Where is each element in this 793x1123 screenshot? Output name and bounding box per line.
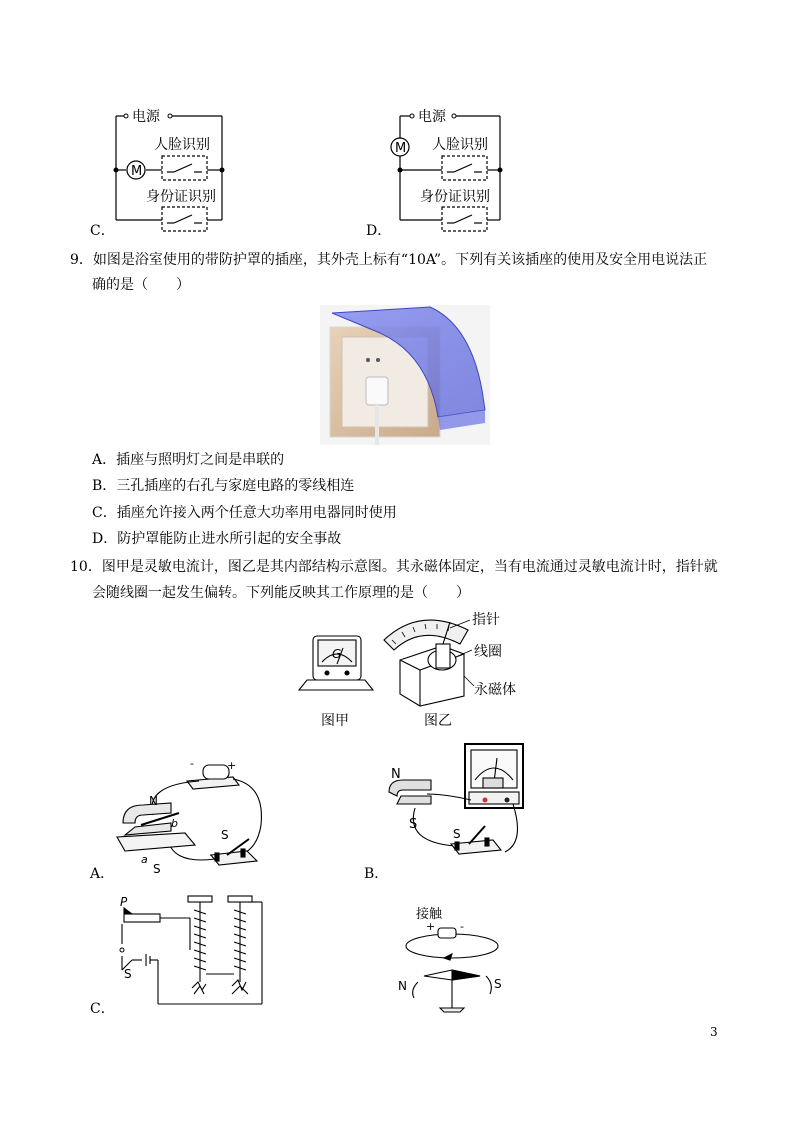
q10-option-b-label: B． [364,866,389,882]
galvanometer-figure [295,628,385,708]
q10-option-d-figure [390,900,520,1015]
a-b-label: b [171,817,178,830]
socket-with-cover-photo [320,305,490,445]
q8c-face-label: 人脸识别 [154,137,210,153]
q10-stem-line2: 会随线圈一起发生偏转。下列能反映其工作原理的是（ ） [92,585,470,601]
d-n-label: N [398,979,407,993]
c-s-label: S [124,967,132,981]
q8c-power-label: 电源 [132,109,160,125]
q9-option-a: A．插座与照明灯之间是串联的 [92,452,285,468]
q9-stem-line1: 9．如图是浴室使用的带防护罩的插座，其外壳上标有“10A”。下列有关该插座的使用及安全用电说法正 [70,252,708,268]
d-plus: + [426,920,436,933]
page-number: 3 [710,1025,718,1039]
a-s-switch-label: S [221,828,229,842]
q8-option-c-label: C． [90,223,115,239]
q8d-id-label: 身份证识别 [420,189,490,205]
q8c-motor-label: M [131,164,143,179]
q9-option-d: D．防护罩能防止进水所引起的安全事故 [92,531,342,547]
q8d-motor-label: M [395,141,407,156]
q9-option-c: C．插座允许接入两个任意大功率用电器同时使用 [92,505,397,521]
q8-option-d-label: D． [366,223,392,239]
q8d-power-label: 电源 [418,109,446,125]
d-minus: - [460,920,464,933]
a-minus: - [190,757,194,770]
q10-option-c-figure [110,890,270,1015]
q10-stem-line1: 10．图甲是灵敏电流计，图乙是其内部结构示意图。其永磁体固定，当有电流通过灵敏电流计时，指针就 [70,559,718,575]
a-plus: + [227,759,237,772]
b-n-label: N [391,767,401,782]
q8c-id-label: 身份证识别 [146,189,216,205]
d-s-label: S [494,977,502,991]
d-contact-label: 接触 [416,907,443,922]
pointer-label: 指针 [472,612,500,628]
galvanometer-letter: G [332,647,342,661]
b-s-switch-label: S [453,827,461,841]
q8-circuit-d [390,106,530,226]
q8d-face-label: 人脸识别 [432,137,488,153]
c-p-label: P [120,895,128,909]
a-s-magnet-label: S [153,862,161,876]
b-s-magnet-label: S [409,817,418,832]
q10-option-b-figure [385,742,535,877]
q9-option-b: B．三孔插座的右孔与家庭电路的零线相连 [92,478,355,494]
coil-label: 线圈 [474,644,502,660]
magnet-label: 永磁体 [474,682,516,698]
galvanometer-internal-figure [380,610,530,710]
a-a-label: a [141,853,148,866]
q8-circuit-c [112,106,252,226]
fig-jia-caption: 图甲 [321,713,349,729]
a-n-label: N [149,794,158,808]
q10-option-a-label: A． [90,866,115,882]
fig-yi-caption: 图乙 [424,713,452,729]
q10-option-c-label: C． [90,1001,115,1017]
q9-stem-line2: 确的是（ ） [92,277,190,293]
q10-option-a-figure [115,755,285,880]
